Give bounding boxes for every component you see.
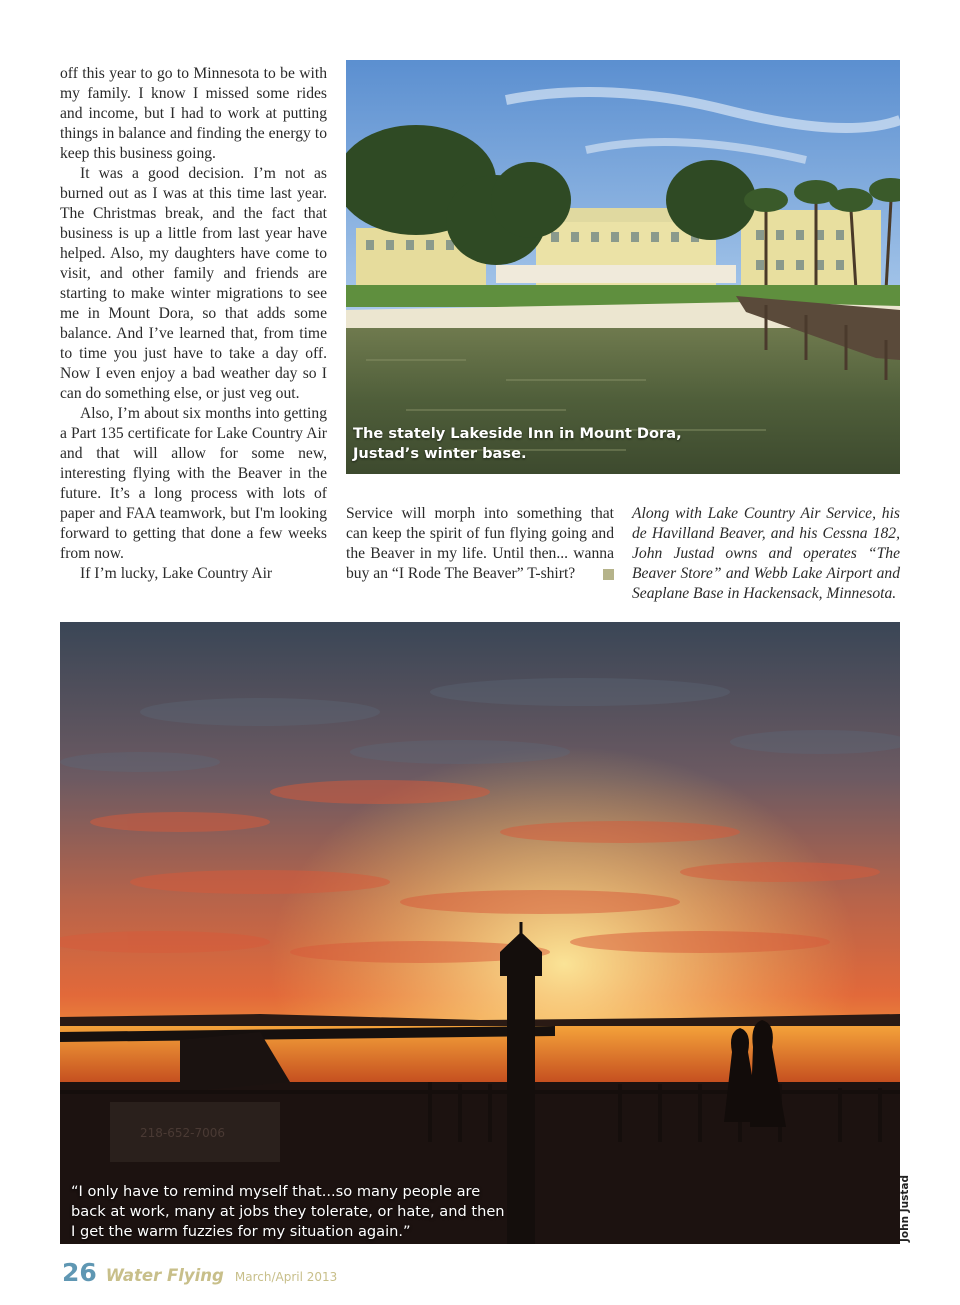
bio-text: Along with Lake Country Air Service, his de Havilland Beaver, and his Cessna 182, John Justad owns and operates “The Beaver Store” and Webb Lake Airport and Seaplane Base in Hackensack, Minnesota.	[632, 505, 900, 602]
photo-credit-text: John Justad	[899, 1175, 911, 1242]
paragraph: It was a good decision. I’m not as burned out as I was at this time last year. The Christmas break, and the fact that business is up a little from last year have helped. Also, my daughters have come to visit, and other family and friends are starting to make winter migrations to see me in Mount Dora, so that adds some balance. And I’ve learned that, from time to time you just have to take a day off. Now I even enjoy a bad weather day so I can do something else, or just veg out.	[60, 165, 327, 402]
end-of-article-mark	[603, 569, 614, 580]
page-footer	[62, 1258, 337, 1294]
paragraph: Also, I’m about six months into getting a Part 135 certificate for Lake Country Air and that will allow for some new, interesting flying with the Beaver in the future. It’s a long process with lots of paper and FAA teamwork, but I'm looking forward to getting that done a few weeks from now.	[60, 405, 327, 562]
author-bio	[632, 504, 900, 604]
paragraph: If I’m lucky, Lake Country Air	[80, 565, 273, 582]
photo-caption: “I only have to remind myself that...so many people are back at work, many at jobs they tolerate, or hate, and then I get the warm fuzzies for my situation again.”	[71, 1183, 505, 1240]
photo-caption: The stately Lakeside Inn in Mount Dora, Justad’s winter base.	[353, 425, 682, 462]
paragraph-text: Service will morph into something that can keep the spirit of fun flying going and the Beaver in my life. Until then... wanna buy an “I Rode The Beaver” T-shirt?	[346, 505, 614, 582]
magazine-name: Water Flying	[105, 1266, 224, 1285]
paragraph	[346, 504, 614, 584]
sunset-photo	[60, 622, 900, 1244]
paragraph: off this year to go to Minnesota to be with my family. I know I missed some rides and income, but I had to work at putting things in balance and finding the energy to keep this business going.	[60, 65, 327, 162]
lakeside-inn-image	[346, 60, 900, 474]
page-number: 26	[62, 1258, 97, 1287]
issue-date: March/April 2013	[234, 1270, 338, 1284]
photo-credit	[897, 1172, 919, 1242]
sunset-image	[60, 622, 900, 1244]
article-column-2	[346, 504, 614, 584]
lakeside-inn-photo	[346, 60, 900, 474]
article-column-1	[60, 64, 327, 584]
sign-phone: 218-652-7006	[140, 1126, 226, 1140]
